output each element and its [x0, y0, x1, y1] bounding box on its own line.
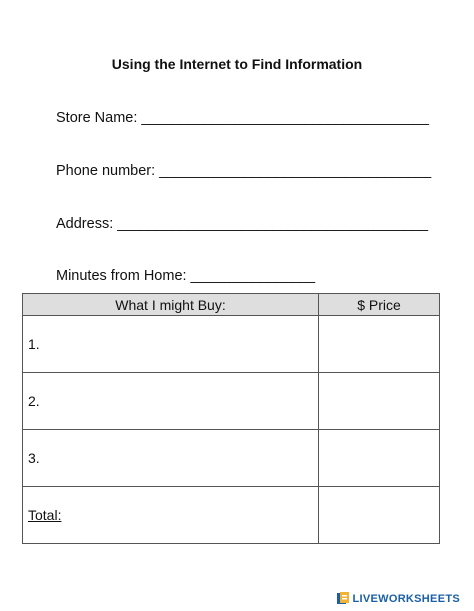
- minutes-label: Minutes from Home:: [56, 268, 187, 284]
- row-number: 2.: [28, 393, 40, 409]
- liveworksheets-logo: [337, 592, 461, 605]
- table-header-row: [23, 294, 440, 316]
- store-name-label: Store Name:: [56, 110, 138, 126]
- table-row: [23, 373, 440, 430]
- table-row-total: [23, 487, 440, 544]
- address-field: [56, 216, 428, 232]
- total-label: Total:: [28, 507, 62, 523]
- worksheet-title: Using the Internet to Find Information: [111, 56, 363, 72]
- store-name-blank[interactable]: _____________________________________: [141, 110, 429, 126]
- address-blank[interactable]: ________________________________________: [117, 216, 428, 232]
- column-header-item: What I might Buy:: [23, 294, 319, 316]
- table-row: [23, 316, 440, 373]
- phone-number-label: Phone number:: [56, 163, 156, 179]
- address-label: Address:: [56, 216, 114, 232]
- column-header-price: $ Price: [319, 294, 440, 316]
- item-cell[interactable]: [23, 430, 319, 487]
- store-name-field: [56, 110, 429, 126]
- purchase-table: [22, 293, 440, 544]
- minutes-blank[interactable]: ________________: [190, 268, 315, 284]
- price-cell[interactable]: [319, 316, 440, 373]
- price-cell[interactable]: [319, 430, 440, 487]
- worksheet-logo-icon: [337, 592, 350, 605]
- row-number: 3.: [28, 450, 40, 466]
- price-cell[interactable]: [319, 373, 440, 430]
- total-price-cell[interactable]: [319, 487, 440, 544]
- minutes-from-home-field: [56, 268, 315, 284]
- phone-number-blank[interactable]: ___________________________________: [159, 163, 431, 179]
- total-cell: [23, 487, 319, 544]
- row-number: 1.: [28, 336, 40, 352]
- table-row: [23, 430, 440, 487]
- phone-number-field: [56, 163, 431, 179]
- brand-name: LIVEWORKSHEETS: [352, 592, 460, 605]
- item-cell[interactable]: [23, 316, 319, 373]
- item-cell[interactable]: [23, 373, 319, 430]
